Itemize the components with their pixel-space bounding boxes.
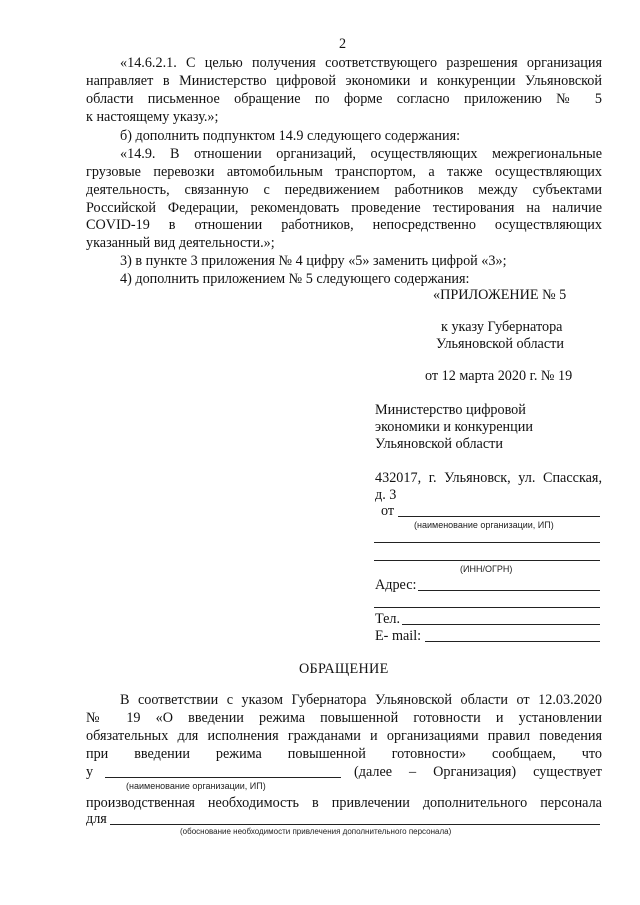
appeal-org-field[interactable] (105, 777, 341, 778)
amend-p1-line4: к настоящему указу.»; (86, 109, 219, 125)
appendix-title: «ПРИЛОЖЕНИЕ № 5 (433, 287, 567, 303)
appeal-line4: при введении режима повышенной готовности» сообщаем, что (86, 746, 602, 762)
org-name-hint: (наименование организации, ИП) (414, 520, 554, 530)
from-label: от (381, 503, 395, 519)
amend-p1-line2: направляет в Министерство цифровой экономики и конкуренции Ульяновской (86, 73, 602, 89)
amend-p1-line1: «14.6.2.1. С целью получения соответствующего разрешения организация (120, 55, 602, 71)
addressee-line1: Министерство цифровой (375, 402, 526, 418)
addressee-line2: экономики и конкуренции (375, 419, 533, 435)
amend-p1-line3: области письменное обращение по форме согласно приложению № 5 (86, 91, 602, 107)
amend-p3-line5: COVID-19 в отношении работников, непосредственно осуществляющих (86, 217, 602, 233)
org-name-field-2[interactable] (374, 542, 600, 543)
appeal-u-label: у (86, 764, 94, 780)
addressee-address-line1: 432017, г. Ульяновск, ул. Спасская, (375, 470, 602, 486)
appeal-org-hint: (наименование организации, ИП) (126, 781, 266, 791)
appeal-line2: № 19 «О введении режима повышенной готовности и установлении (86, 710, 602, 726)
inn-ogrn-hint: (ИНН/ОГРН) (460, 564, 513, 574)
amend-p5: 4) дополнить приложением № 5 следующего содержания: (120, 271, 470, 287)
addressee-address-line2: д. 3 (375, 487, 397, 503)
appendix-to-decree-2: Ульяновской области (436, 336, 564, 352)
appeal-after-blank: (далее – Организация) существует (354, 764, 602, 780)
amend-p2: б) дополнить подпунктом 14.9 следующего содержания: (120, 128, 461, 144)
appeal-for-label: для (86, 811, 107, 827)
amend-p3-line3: деятельность, связанную с передвижением работников между субъектами (86, 182, 602, 198)
amend-p3-line1: «14.9. В отношении организаций, осуществляющих межрегиональные (120, 146, 602, 162)
address-field-2[interactable] (374, 607, 600, 608)
appeal-line3: обязательных для исполнения гражданами и организациями правил поведения (86, 728, 602, 744)
org-name-field[interactable] (398, 516, 600, 517)
appendix-to-decree-1: к указу Губернатора (441, 319, 563, 335)
address-field[interactable] (418, 590, 600, 591)
page-number: 2 (339, 36, 347, 52)
amend-p3-line2: грузовые перевозки автомобильным транспортом, а также осуществляющих (86, 164, 602, 180)
appendix-date-number: от 12 марта 2020 г. № 19 (425, 368, 573, 384)
appeal-heading: ОБРАЩЕНИЕ (299, 661, 389, 677)
appeal-reason-field[interactable] (110, 824, 600, 825)
appeal-line6: производственная необходимость в привлечении дополнительного персонала (86, 795, 602, 811)
email-label: E- mail: (375, 628, 422, 644)
addressee-line3: Ульяновской области (375, 436, 503, 452)
amend-p3-line6: указанный вид деятельности.»; (86, 235, 275, 251)
tel-label: Тел. (375, 611, 401, 627)
amend-p3-line4: Российской Федерации, рекомендовать проведение тестирования на наличие (86, 200, 602, 216)
appeal-line1: В соответствии с указом Губернатора Ульяновской области от 12.03.2020 (120, 692, 602, 708)
email-field[interactable] (425, 641, 600, 642)
address-label: Адрес: (375, 577, 417, 593)
appeal-reason-hint: (обоснование необходимости привлечения дополнительного персонала) (180, 827, 452, 836)
amend-p4: 3) в пункте 3 приложения № 4 цифру «5» заменить цифрой «3»; (120, 253, 507, 269)
inn-ogrn-field[interactable] (374, 560, 600, 561)
tel-field[interactable] (402, 624, 600, 625)
